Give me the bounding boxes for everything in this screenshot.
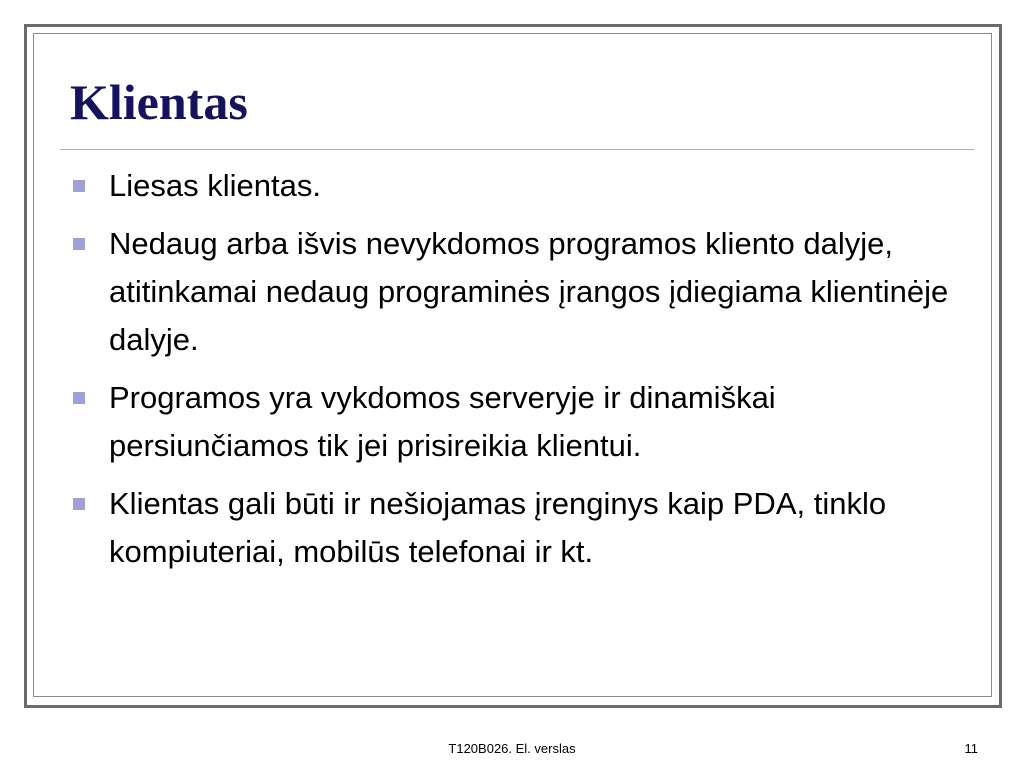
bullet-item xyxy=(70,162,970,210)
slide-page-number: 11 xyxy=(964,741,978,756)
slide-footer: T120B026. El. verslas xyxy=(448,741,576,756)
bullet-list xyxy=(70,162,970,586)
square-bullet-icon xyxy=(73,238,85,250)
bullet-text: Nedaug arba išvis nevykdomos programos kliento dalyje, atitinkamai nedaug programinės įrangos įdiegiama klientinėje dalyje. xyxy=(109,226,949,357)
bullet-item xyxy=(70,220,970,364)
bullet-item xyxy=(70,480,970,576)
bullet-text: Programos yra vykdomos serveryje ir dinamiškai persiunčiamos tik jei prisireikia klientui. xyxy=(109,380,776,463)
bullet-item xyxy=(70,374,970,470)
title-divider xyxy=(60,149,974,150)
square-bullet-icon xyxy=(73,180,85,192)
square-bullet-icon xyxy=(73,392,85,404)
square-bullet-icon xyxy=(73,498,85,510)
bullet-text: Klientas gali būti ir nešiojamas įrenginys kaip PDA, tinklo kompiuteriai, mobilūs telefonai ir kt. xyxy=(109,486,887,569)
slide-title: Klientas xyxy=(70,74,248,130)
bullet-text: Liesas klientas. xyxy=(109,168,321,203)
